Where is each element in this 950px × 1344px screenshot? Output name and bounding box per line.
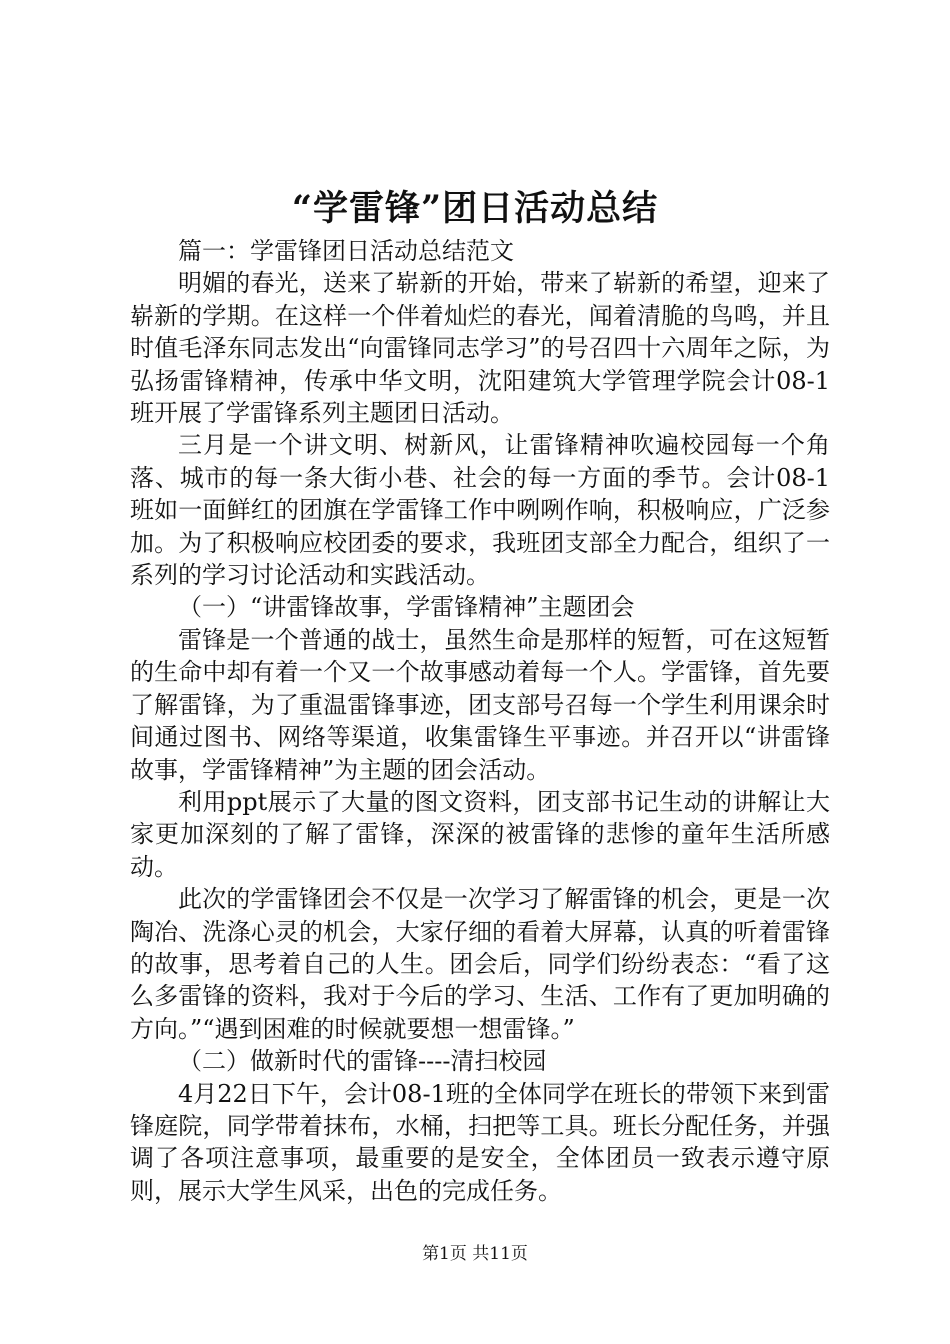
body-paragraph: 4月22日下午，会计08-1班的全体同学在班长的带领下来到雷锋庭院，同学带着抹布，水桶，扫把等工具。班长分配任务，并强调了各项注意事项，最重要的是安全，全体团员一致表示遵守原则，展示大学生风采，出色的完成任务。 bbox=[130, 1079, 830, 1205]
section-heading: 篇一：学雷锋团日活动总结范文 bbox=[178, 237, 514, 265]
subsection-heading: （二）做新时代的雷锋----清扫校园 bbox=[178, 1047, 547, 1076]
page-footer: 第1页 共11页 bbox=[422, 1244, 528, 1264]
body-paragraph: 此次的学雷锋团会不仅是一次学习了解雷锋的机会，更是一次陶冶、洗涤心灵的机会，大家仔细的看着大屏幕，认真的听着雷锋的故事，思考着自己的人生。团会后，同学们纷纷表态：“看了这么多雷锋的资料，我对于今后的学习、生活、工作有了更加明确的方向。”“遇到困难的时候就要想一想雷锋。” bbox=[130, 885, 830, 1043]
body-paragraph: 三月是一个讲文明、树新风，让雷锋精神吹遍校园每一个角落、城市的每一条大街小巷、社会的每一方面的季节。会计08-1班如一面鲜红的团旗在学雷锋工作中咧咧作响，积极响应，广泛参加。为了积极响应校团委的要求，我班团支部全力配合，组织了一系列的学习讨论活动和实践活动。 bbox=[130, 431, 830, 590]
document-body bbox=[130, 235, 830, 1207]
document-title: “学雷锋”团日活动总结 bbox=[291, 188, 659, 229]
body-paragraph: 雷锋是一个普通的战士，虽然生命是那样的短暂，可在这短暂的生命中却有着一个又一个故事感动着每一个人。学雷锋，首先要了解雷锋，为了重温雷锋事迹，团支部号召每一个学生利用课余时间通过图书、网络等渠道，收集雷锋生平事迹。并召开以“讲雷锋故事，学雷锋精神”为主题的团会活动。 bbox=[130, 625, 830, 784]
subsection-heading: （一）“讲雷锋故事，学雷锋精神”主题团会 bbox=[178, 593, 635, 622]
body-paragraph: 明媚的春光，送来了崭新的开始，带来了崭新的希望，迎来了崭新的学期。在这样一个伴着灿烂的春光，闻着清脆的鸟鸣，并且时值毛泽东同志发出“向雷锋同志学习”的号召四十六周年之际，为弘扬雷锋精神，传承中华文明，沈阳建筑大学管理学院会计08-1班开展了学雷锋系列主题团日活动。 bbox=[130, 269, 830, 428]
body-paragraph: 利用ppt展示了大量的图文资料，团支部书记生动的讲解让大家更加深刻的了解了雷锋，深深的被雷锋的悲惨的童年生活所感动。 bbox=[130, 787, 830, 881]
